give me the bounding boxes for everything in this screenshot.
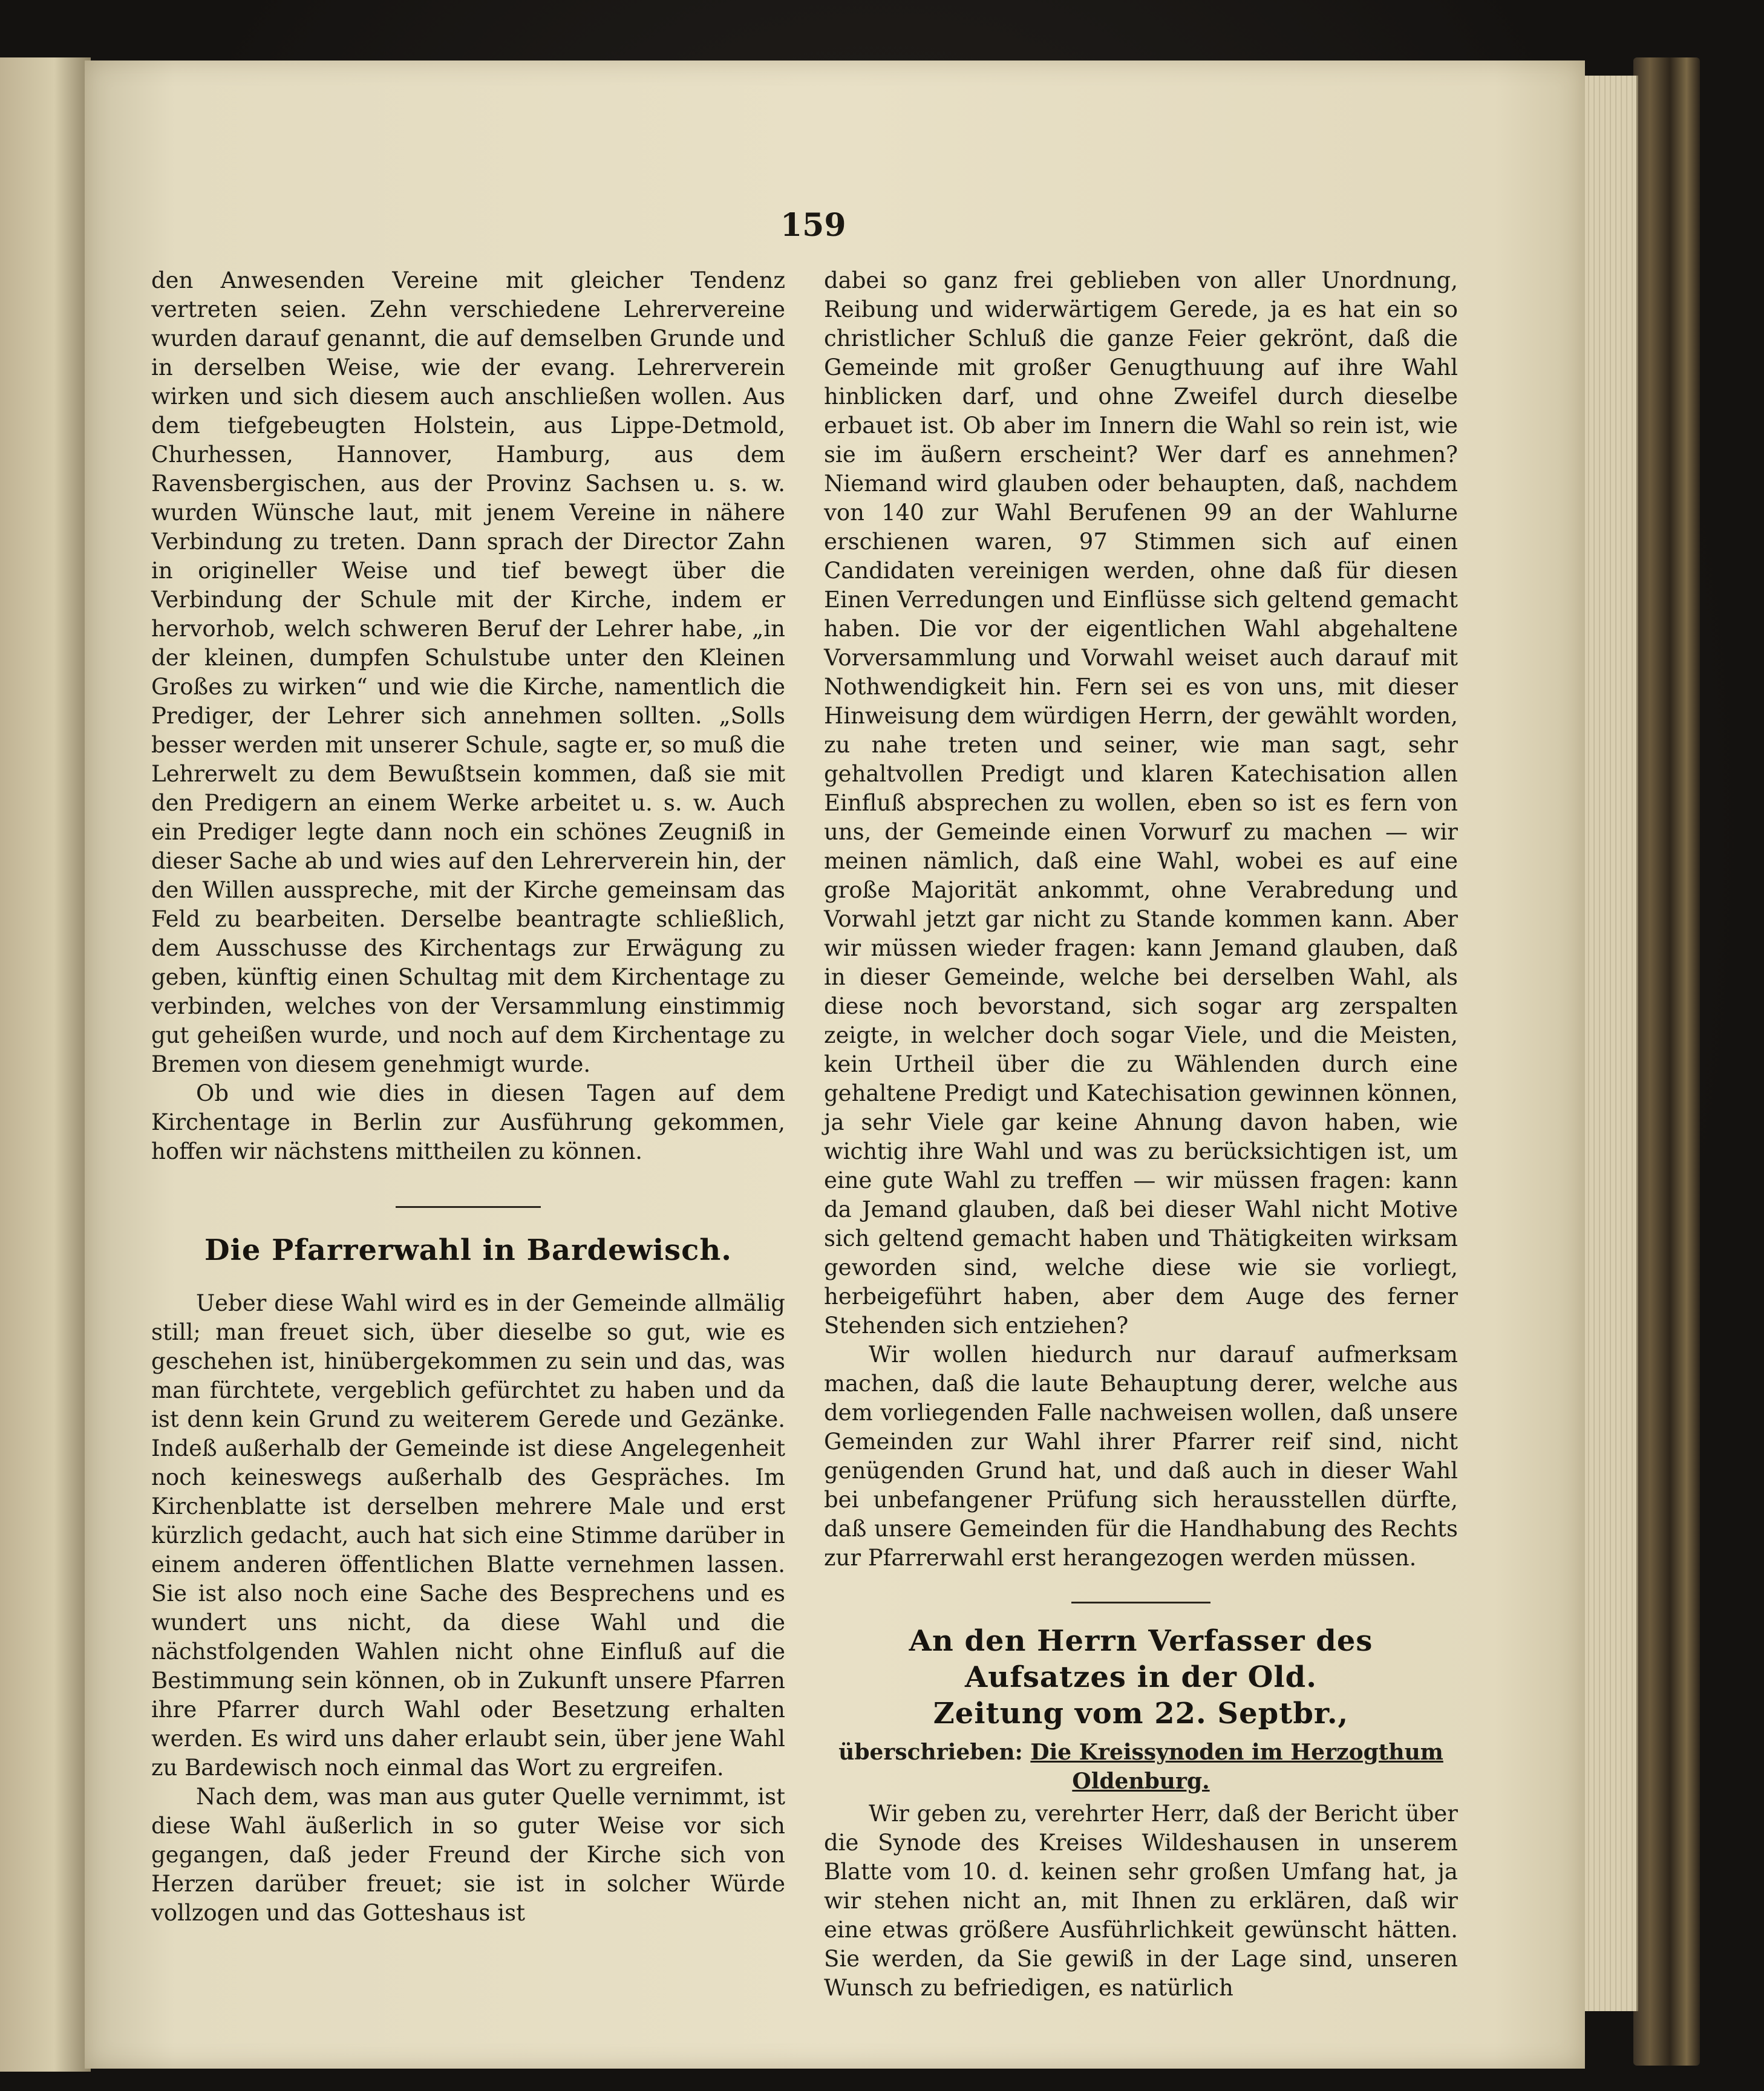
page-number: 159 bbox=[780, 207, 846, 244]
section-heading: Die Pfarrerwahl in Bardewisch. bbox=[204, 1233, 732, 1267]
facing-page-edge bbox=[0, 57, 91, 2072]
paragraph: Ob und wie dies in diesen Tagen auf dem Kirchentage in Berlin zur Ausführung gekommen, hoffen wir nächstens mittheilen zu können. bbox=[151, 1080, 785, 1164]
paragraph: dabei so ganz frei geblieben von aller Unordnung, Reibung und widerwärtigem Gerede, ja es hat ein so christlicher Schluß die ganze Feier gekrönt, daß die Gemeinde mit großer Genugthuung auf ihre Wahl hinblicken darf, und ohne Zweifel durch dieselbe erbauet ist. Ob aber im Innern die Wahl so rein ist, wie sie im äußern erscheint? Wer darf es annehmen? Niemand wird glauben oder behaupten, daß, nachdem von 140 zur Wahl Berufenen 99 an der Wahlurne erschienen waren, 97 Stimmen sich auf einen Candidaten vereinigen werden, ohne daß für diesen Einen Verredungen und Einflüsse sich geltend gemacht haben. Die vor der eigentlichen Wahl abgehaltene Vorversammlung und Vorwahl weiset auch darauf mit Nothwendigkeit hin. Fern sei es von uns, mit dieser Hinweisung dem würdigen Herrn, der gewählt worden, zu nahe treten und seiner, wie man sagt, sehr gehaltvollen Predigt und klaren Katechisation allen Einfluß absprechen zu wollen, eben so ist es fern von uns, der Gemeinde einen Vorwurf zu machen — wir meinen nämlich, daß eine Wahl, wobei es auf eine große Majorität ankommt, ohne Verabredung und Vorwahl jetzt gar nicht zu Stande kommen kann. Aber wir müssen wieder fragen: kann Jemand glauben, daß in dieser Gemeinde, welche bei derselben Wahl, als diese noch bevorstand, sich sogar arg zerspalten zeigte, in welcher doch sogar Viele, und die Meisten, kein Urtheil über die zu Wählenden durch eine gehaltene Predigt und Katechisation gewinnen können, ja sehr Viele gar keine Ahnung davon haben, wie wichtig ihre Wahl und was zu berücksichtigen ist, um eine gute Wahl zu treffen — wir müssen fragen: kann da Jemand glauben, daß bei dieser Wahl nicht Motive sich geltend gemacht haben und Thätigkeiten wirksam geworden sind, welche diese wie sie vorliegt, herbeigeführt haben, aber dem Auge des ferner Stehenden sich entziehen? bbox=[824, 267, 1458, 1339]
section-heading-line-1: An den Herrn Verfasser des Aufsatzes in der Old. bbox=[909, 1624, 1373, 1694]
stacked-page-edges bbox=[1579, 76, 1638, 2011]
paragraph: Ueber diese Wahl wird es in der Gemeinde allmälig still; man freuet sich, über dieselbe so gut, wie es geschehen ist, hinübergekommen zu sein und das, was man fürchtete, vergeblich gefürchtet zu haben und da ist denn kein Grund zu weiterem Gerede und Gezänke. Indeß außerhalb der Gemeinde ist diese Angelegenheit noch keineswegs außerhalb des Gespräches. Im Kirchenblatte ist derselben mehrere Male und erst kürzlich gedacht, auch hat sich eine Stimme darüber in einem anderen öffentlichen Blatte vernehmen lassen. Sie ist also noch eine Sache des Besprechens und es wundert uns nicht, da diese Wahl und die nächstfolgenden Wahlen nicht ohne Einfluß auf die Bestimmung sein können, ob in Zukunft unsere Pfarren ihre Pfarrer durch Wahl oder Besetzung erhalten werden. Es wird uns daher erlaubt sein, über jene Wahl zu Bardewisch noch einmal das Wort zu ergreifen. bbox=[151, 1290, 785, 1781]
section-subtitle bbox=[824, 1738, 1458, 1796]
subtitle-prefix: überschrieben: bbox=[838, 1740, 1023, 1765]
section-divider bbox=[396, 1206, 541, 1208]
paragraph: Wir geben zu, verehrter Herr, daß der Bericht über die Synode des Kreises Wildeshausen in unserem Blatte vom 10. d. keinen sehr großen Umfang hat, ja wir stehen nicht an, mit Ihnen zu erklären, daß wir eine etwas größere Ausführlichkeit gewünscht hätten. Sie werden, da Sie gewiß in der Lage sind, unseren Wunsch zu befriedigen, es natürlich bbox=[824, 1801, 1458, 2001]
section-divider bbox=[1071, 1602, 1210, 1603]
right-column bbox=[824, 266, 1458, 2003]
section-heading-line-2: Zeitung vom 22. Septbr., bbox=[933, 1697, 1349, 1731]
left-column bbox=[151, 266, 785, 1928]
subtitle-title: Die Kreissynoden im Herzogthum Oldenburg. bbox=[1030, 1740, 1443, 1794]
paragraph: Nach dem, was man aus guter Quelle vernimmt, ist diese Wahl äußerlich in so guter Weise vor sich gegangen, daß jeder Freund der Kirche sich von Herzen darüber freuet; sie ist in solcher Würde vollzogen und das Gotteshaus ist bbox=[151, 1784, 785, 1926]
paragraph: Wir wollen hiedurch nur darauf aufmerksam machen, daß die laute Behauptung derer, welche aus dem vorliegenden Falle nachweisen wollen, daß unsere Gemeinden zur Wahl ihrer Pfarrer reif sind, nicht genügenden Grund hat, und daß auch in dieser Wahl bei unbefangener Prüfung sich herausstellen dürfte, daß unsere Gemeinden für die Handhabung des Rechts zur Pfarrerwahl erst herangezogen werden müssen. bbox=[824, 1342, 1458, 1571]
book-cover-edge bbox=[1633, 57, 1700, 2066]
paragraph: den Anwesenden Vereine mit gleicher Tendenz vertreten seien. Zehn verschiedene Lehrervereine wurden darauf genannt, die auf demselben Grunde und in derselben Weise, wie der evang. Lehrerverein wirken und sich diesem auch anschließen wollen. Aus dem tiefgebeugten Holstein, aus Lippe-Detmold, Churhessen, Hannover, Hamburg, aus dem Ravensbergischen, aus der Provinz Sachsen u. s. w. wurden Wünsche laut, mit jenem Vereine in nähere Verbindung zu treten. Dann sprach der Director Zahn in origineller Weise und tief bewegt über die Verbindung der Schule mit der Kirche, indem er hervorhob, welch schweren Beruf der Lehrer habe, „in der kleinen, dumpfen Schulstube unter den Kleinen Großes zu wirken“ und wie die Kirche, namentlich die Prediger, der Lehrer sich annehmen sollten. „Solls besser werden mit unserer Schule, sagte er, so muß die Lehrerwelt zu dem Bewußtsein kommen, daß sie mit den Predigern an einem Werke arbeitet u. s. w. Auch ein Prediger legte dann noch ein schönes Zeugniß in dieser Sache ab und wies auf den Lehrerverein hin, der den Willen ausspreche, mit der Kirche gemeinsam das Feld zu bearbeiten. Derselbe beantragte schließlich, dem Ausschusse des Kirchentags zur Erwägung zu geben, künftig einen Schultag mit dem Kirchentage zu verbinden, welches von der Versammlung einstimmig gut geheißen wurde, und noch auf dem Kirchentage zu Bremen von diesem genehmigt wurde. bbox=[151, 267, 785, 1077]
